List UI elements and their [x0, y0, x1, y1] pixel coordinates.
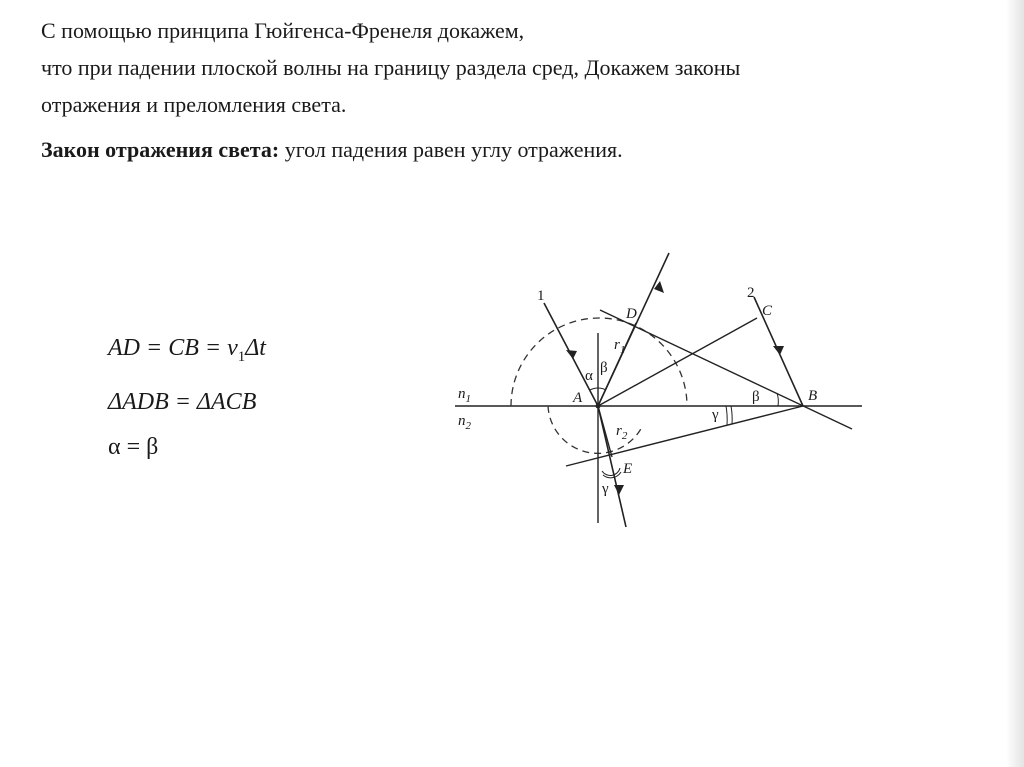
- incident-ray-1-arrow: [566, 350, 577, 359]
- label-n2-main: n: [458, 413, 466, 429]
- reflection-diagram: [440, 245, 870, 535]
- formula-1-sub: 1: [237, 348, 246, 365]
- formula-1-left: AD = CB =: [108, 335, 228, 361]
- incident-ray-2-arrow: [773, 346, 784, 355]
- label-gamma-e: γ: [602, 481, 609, 497]
- label-r1: [614, 337, 625, 356]
- text-block: [41, 12, 981, 168]
- intro-line-2: что при падении плоской волны на границу раздела сред, Докажем законы: [41, 55, 741, 80]
- label-a: A: [573, 390, 583, 406]
- label-c: C: [762, 303, 773, 319]
- label-n2: [458, 413, 472, 432]
- label-d: D: [626, 306, 637, 322]
- label-ray-2: 2: [747, 285, 755, 301]
- law-title: Закон отражения света:: [41, 137, 280, 162]
- huygens-arc-lower: [548, 406, 643, 453]
- label-e: E: [623, 461, 633, 477]
- label-n1-main: n: [458, 386, 466, 402]
- refracted-wavefront: [566, 406, 803, 466]
- wavefront-ac: [598, 318, 757, 406]
- slide-edge-shadow: [1006, 0, 1024, 767]
- label-n1-sub: 1: [465, 393, 471, 405]
- label-b: B: [808, 388, 818, 404]
- angle-alpha-arc: [590, 388, 598, 390]
- refracted-ray-arrow: [614, 485, 624, 495]
- angle-gamma-arc-b: [726, 406, 727, 425]
- formula-1-right: Δt: [245, 335, 266, 361]
- angle-beta-arc-b: [777, 393, 778, 406]
- label-ray-1: 1: [537, 288, 545, 304]
- angle-gamma-arc-e: [602, 468, 620, 475]
- angle-beta-arc-a: [598, 388, 606, 390]
- label-beta-a: β: [600, 360, 608, 376]
- label-alpha: α: [585, 368, 593, 384]
- label-r2: [616, 423, 628, 442]
- reflected-wavefront: [600, 310, 852, 429]
- label-gamma-b: γ: [712, 407, 719, 423]
- intro-line-1: С помощью принципа Гюйгенса-Френеля докажем,: [41, 18, 525, 43]
- law-text: угол падения равен углу отражения.: [279, 137, 623, 162]
- formulas: [108, 326, 266, 470]
- label-r2-sub: 2: [621, 430, 628, 442]
- formula-3: α = β: [108, 433, 159, 460]
- intro-line-3: отражения и преломления света.: [41, 92, 347, 117]
- huygens-arc-upper: [511, 318, 687, 406]
- formula-2: ΔADB = ΔACB: [108, 388, 257, 415]
- formula-1-v: v: [227, 335, 238, 361]
- angle-gamma-arc-b2: [731, 406, 732, 424]
- label-r1-sub: 1: [619, 344, 626, 356]
- label-n2-sub: 2: [465, 420, 471, 432]
- label-r2-main: r: [616, 423, 622, 439]
- point-a: [596, 404, 601, 409]
- formula-1: [108, 326, 266, 380]
- label-r1-main: r: [614, 337, 620, 353]
- law-statement: [41, 131, 981, 168]
- label-beta-b: β: [752, 389, 760, 405]
- label-n1: [458, 386, 471, 405]
